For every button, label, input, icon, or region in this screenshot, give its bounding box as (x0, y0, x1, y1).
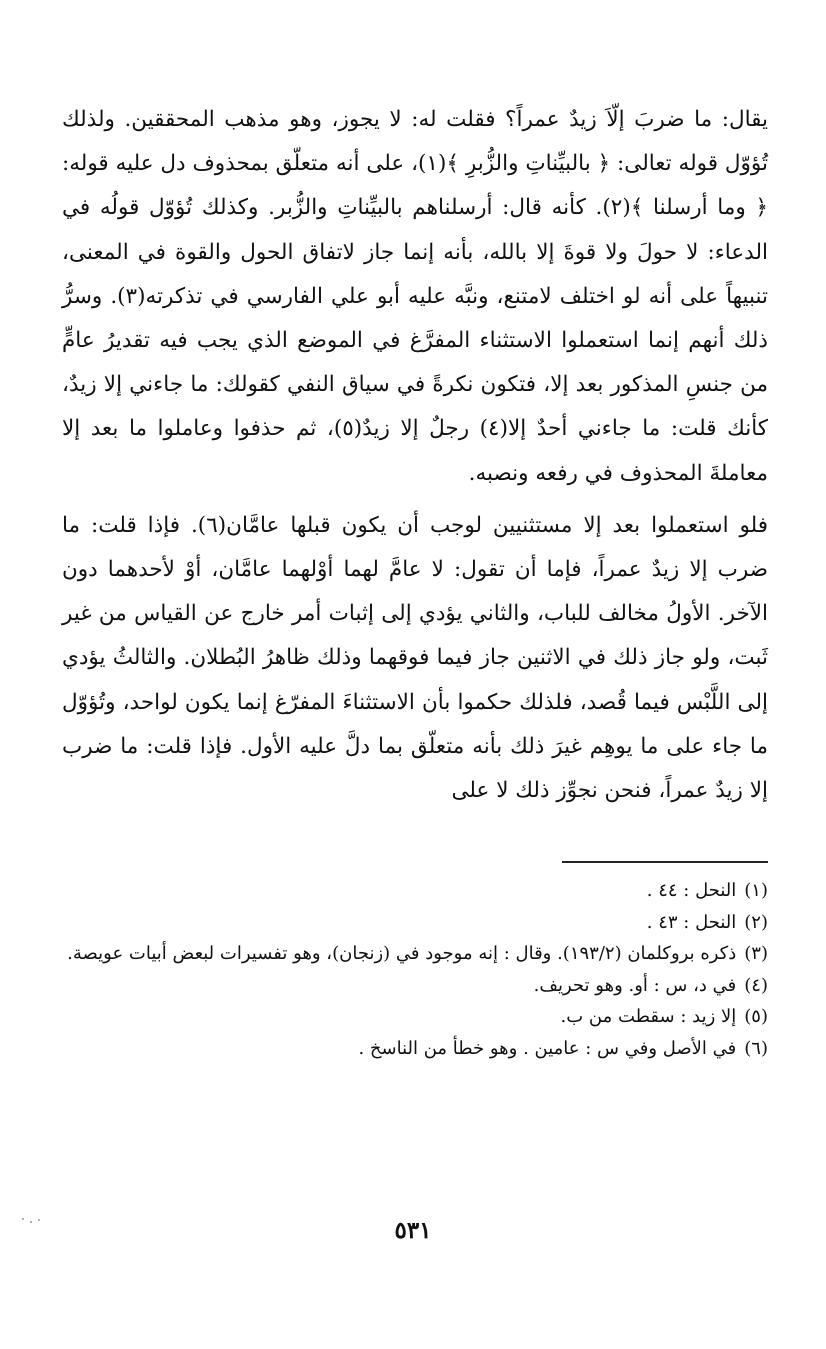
scan-speck (38, 1219, 40, 1221)
footnote-1 (62, 875, 768, 907)
document-page (62, 98, 768, 1064)
body-paragraph-2: فلو استعملوا بعد إلا مستثنيين لوجب أن يكون قبلها عامَّان(٦). فإذا قلت: ما ضرب إلا زيدٌ عمراً، فإما أن تقول: لا عامَّ لهما أوْلهما عامَّان، أوْ لأحدهما دون الآخر. الأولُ مخالف للباب، والثاني يؤدي إلى إثبات أمر خارج عن القياس من غير ثَبت، ولو جاز ذلك في الاثنين جاز فيما فوقهما وذلك ظاهرُ البُطلان. والثالثُ يؤدي إلى اللَّبْس فيما قُصد، فلذلك حكموا بأن الاستثناءَ المفرّغ إنما يكون لواحد، وتُؤوّل ما جاء على ما يوهِم غيرَ ذلك بأنه متعلّق بما دلَّ عليه الأول. فإذا قلت: ما ضرب إلا زيدٌ عمراً، فنحن نجوِّز ذلك لا على (62, 512, 768, 804)
footnote-text: النحل : ٤٤ . (646, 880, 737, 902)
page-number: ٥٣١ (394, 1217, 432, 1244)
footnote-number: (٣) (744, 943, 768, 965)
scan-speck (30, 1221, 32, 1223)
footnote-number: (٦) (744, 1037, 768, 1059)
footnote-3 (62, 938, 768, 970)
main-text (62, 98, 768, 813)
footnote-text: إلا زيد : سقطت من ب. (560, 1006, 737, 1028)
footnote-separator (562, 861, 768, 863)
footnote-5 (62, 1001, 768, 1033)
footnote-text: النحل : ٤٣ . (646, 911, 737, 933)
footnote-text: ذكره بروكلمان (١٩٣/٢). وقال : إنه موجود في (زنجان)، وهو تفسيرات لبعض أبيات عويصة. (67, 943, 737, 965)
footnote-6 (62, 1033, 768, 1065)
footnote-number: (٥) (744, 1006, 768, 1028)
scan-speck (22, 1218, 24, 1220)
body-paragraph-1: يقال: ما ضربَ إلّاَ زيدٌ عمراً؟ فقلت له: لا يجوز، وهو مذهب المحققين. ولذلك تُؤوّل قوله تعالى: ﴿ بالبيِّناتِ والزُّبرِ ﴾(١)، على أنه متعلّق بمحذوف دل عليه قوله: ﴿ وما أرسلنا ﴾(٢). كأنه قال: أرسلناهم بالبيِّناتِ والزُّبر. وكذلك تُؤوّل قولُه في الدعاء: لا حولَ ولا قوةَ إلا بالله، بأنه إنما جاز لاتفاق الحول والقوة في المعنى، تنبيهاً على أنه لو اختلف لامتنع، ونبَّه عليه أبو علي الفارسي في تذكرته(٣). وسرُّ ذلك أنهم إنما استعملوا الاستثناء المفرَّغ في الموضع الذي يجب فيه تقديرُ عامٍّ من جنسِ المذكور بعد إلا، فتكون نكرةً في سياق النفي كقولك: ما جاءني إلا زيدٌ، كأنك قلت: ما جاءني أحدٌ إلا(٤) رجلٌ إلا زيدٌ(٥)، ثم حذفوا وعاملوا ما بعد إلا معاملةَ المحذوف في رفعه ونصبه. (62, 107, 769, 486)
footnote-number: (١) (744, 880, 768, 902)
footnote-text: في الأصل وفي س : عامين . وهو خطأ من الناسخ . (358, 1037, 737, 1059)
footnote-text: في د، س : أو. وهو تحريف. (533, 974, 737, 996)
footnote-number: (٤) (744, 974, 768, 996)
footnote-4 (62, 970, 768, 1002)
footnote-2 (62, 907, 768, 939)
footnote-number: (٢) (744, 911, 768, 933)
footnotes (62, 875, 768, 1064)
